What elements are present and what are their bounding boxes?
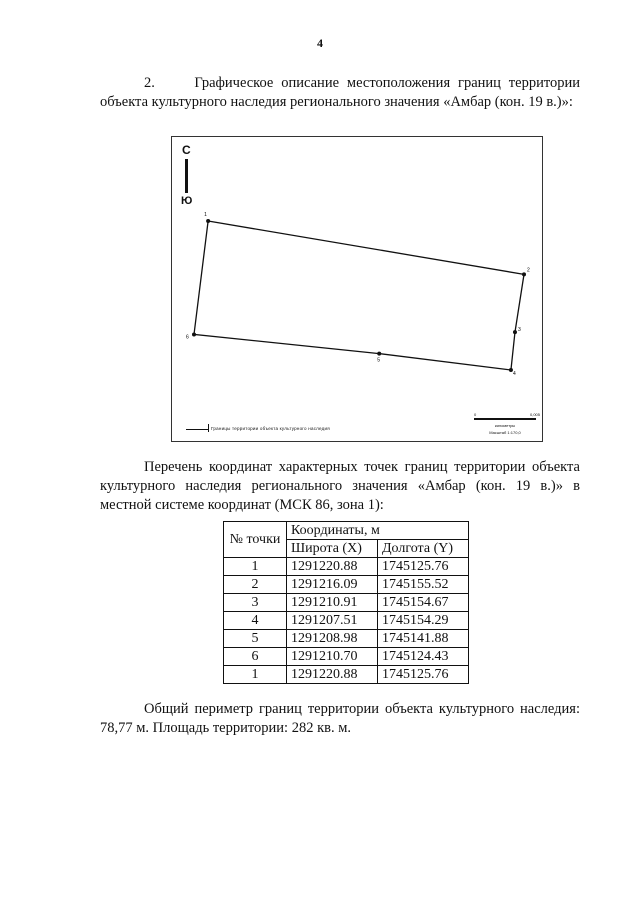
header-coordinates: Координаты, м xyxy=(287,522,469,540)
scale-bar xyxy=(470,412,540,438)
legend-line xyxy=(186,429,208,430)
coordinates-intro xyxy=(100,458,580,515)
scale-unit: километры xyxy=(494,423,516,428)
cell-point: 1 xyxy=(224,666,287,684)
boundary-point xyxy=(513,330,517,334)
point-label: 4 xyxy=(512,371,516,377)
boundary-point xyxy=(377,352,381,356)
cell-longitude: 1745141.88 xyxy=(378,630,469,648)
summary xyxy=(100,700,580,738)
header-latitude: Широта (X) xyxy=(287,540,378,558)
scale-ratio: Масштаб 1:170,0 xyxy=(489,430,521,435)
header-longitude: Долгота (Y) xyxy=(378,540,469,558)
boundary-point xyxy=(192,332,196,336)
legend-text: Границы территории объекта культурного наследия xyxy=(211,426,330,431)
coordinates-table xyxy=(223,521,469,684)
cell-longitude: 1745124.43 xyxy=(378,648,469,666)
cell-longitude: 1745125.76 xyxy=(378,666,469,684)
cell-point: 4 xyxy=(224,612,287,630)
cell-latitude: 1291210.70 xyxy=(287,648,378,666)
point-label: 5 xyxy=(377,357,381,364)
table-row xyxy=(224,648,469,666)
header-point: № точки xyxy=(224,522,287,558)
table-row xyxy=(224,630,469,648)
cell-point: 5 xyxy=(224,630,287,648)
page-number: 4 xyxy=(317,36,323,50)
cell-point: 3 xyxy=(224,594,287,612)
point-label: 3 xyxy=(517,327,521,334)
point-label: 1 xyxy=(204,212,207,218)
legend-tick xyxy=(208,424,209,432)
cell-latitude: 1291210.91 xyxy=(287,594,378,612)
south-label: Ю xyxy=(181,195,193,207)
cell-latitude: 1291216.09 xyxy=(287,576,378,594)
cell-latitude: 1291220.88 xyxy=(287,558,378,576)
boundary-point xyxy=(522,272,526,276)
north-label: С xyxy=(182,143,191,157)
table-row xyxy=(224,666,469,684)
summary-text: Общий периметр границ территории объекта культурного наследия: 78,77 м. Площадь территории: 282 кв. м. xyxy=(100,701,580,736)
boundary-plot xyxy=(172,137,542,441)
table-row xyxy=(224,558,469,576)
scale-start: 0 xyxy=(474,412,477,417)
scale-end: 0,005 xyxy=(529,412,540,417)
boundary-polygon xyxy=(194,221,524,370)
cell-latitude: 1291208.98 xyxy=(287,630,378,648)
table-row xyxy=(224,576,469,594)
table-row xyxy=(224,612,469,630)
boundary-map xyxy=(171,136,543,442)
point-label: 2 xyxy=(527,267,530,274)
cell-longitude: 1745154.67 xyxy=(378,594,469,612)
cell-latitude: 1291207.51 xyxy=(287,612,378,630)
cell-longitude: 1745125.76 xyxy=(378,558,469,576)
cell-point: 2 xyxy=(224,576,287,594)
cell-point: 1 xyxy=(224,558,287,576)
boundary-point xyxy=(206,219,210,223)
table-row xyxy=(224,594,469,612)
coordinates-intro-text: Перечень координат характерных точек границ территории объекта культурного наследия регионального значения «Амбар (кон. 19 в.)» в местной системе координат (МСК 86, зона 1): xyxy=(100,459,580,513)
section-heading xyxy=(100,74,580,112)
section-number: 2. xyxy=(144,75,155,91)
scale-bar-graphic xyxy=(474,418,536,420)
cell-point: 6 xyxy=(224,648,287,666)
cell-latitude: 1291220.88 xyxy=(287,666,378,684)
cell-longitude: 1745154.29 xyxy=(378,612,469,630)
point-label: 6 xyxy=(186,334,189,341)
cell-longitude: 1745155.52 xyxy=(378,576,469,594)
section-title: Графическое описание местоположения границ территории объекта культурного наследия регионального значения «Амбар (кон. 19 в.)»: xyxy=(100,75,581,110)
